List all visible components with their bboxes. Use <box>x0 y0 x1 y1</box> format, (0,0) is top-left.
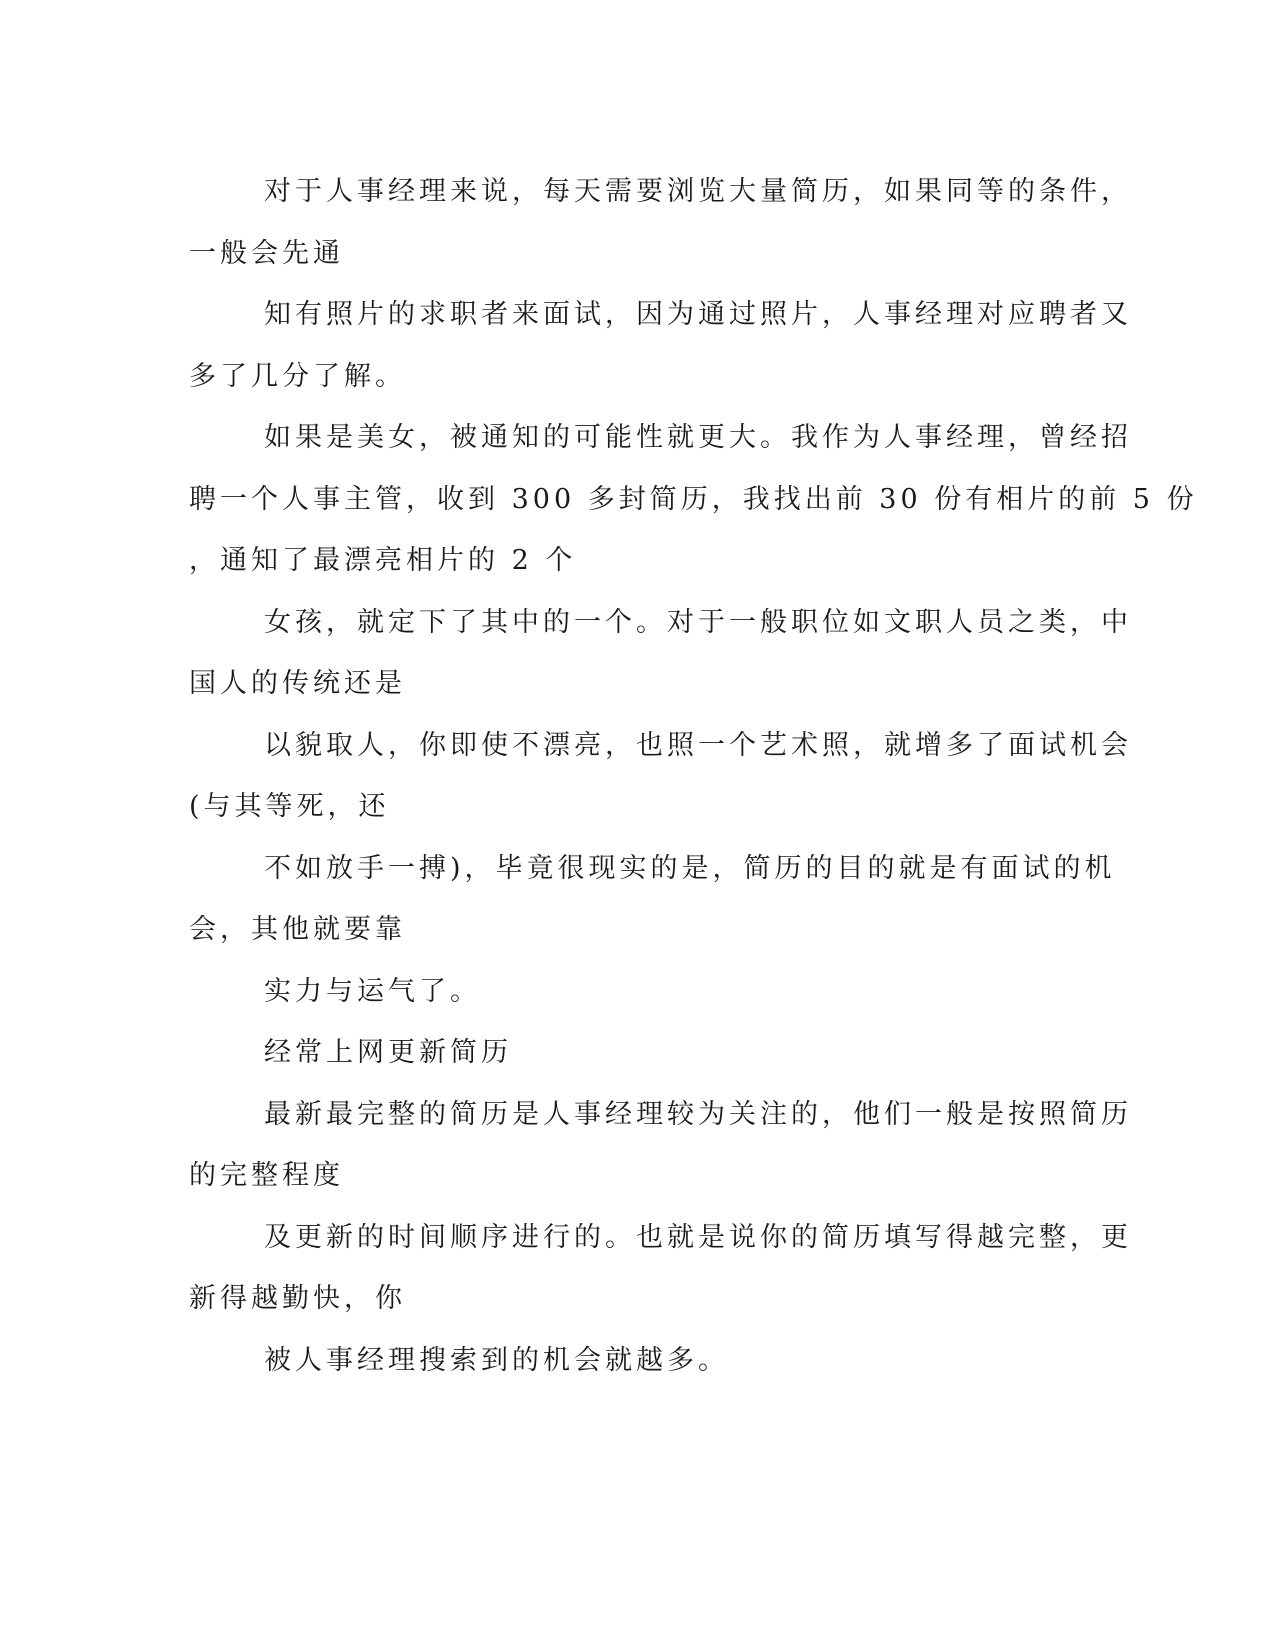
document-body <box>189 161 1198 1391</box>
paragraph <box>189 161 1132 284</box>
text-line: 实力与运气了。 <box>264 975 481 1007</box>
text-line: 及更新的时间顺序进行的。也就是说你的简历填写得越完整，更 <box>264 1221 1132 1253</box>
paragraph <box>189 838 1116 961</box>
text-line: 最新最完整的简历是人事经理较为关注的，他们一般是按照简历 <box>264 1098 1132 1130</box>
text-line: 女孩，就定下了其中的一个。对于一般职位如文职人员之类，中 <box>264 606 1132 638</box>
paragraph <box>189 592 1132 715</box>
text-line: 多了几分了解。 <box>189 360 406 392</box>
text-line: 以貌取人，你即使不漂亮，也照一个艺术照，就增多了面试机会 <box>264 729 1132 761</box>
text-line: 被人事经理搜索到的机会就越多。 <box>264 1344 729 1376</box>
text-line: 经常上网更新简历 <box>264 1037 512 1068</box>
paragraph <box>189 1330 1089 1392</box>
paragraph <box>189 407 1198 592</box>
paragraph <box>189 961 1089 1023</box>
text-line: 对于人事经理来说，每天需要浏览大量简历，如果同等的条件， <box>264 176 1132 207</box>
text-line: 一般会先通 <box>189 237 344 269</box>
text-line: 不如放手一搏)，毕竟很现实的是，简历的目的就是有面试的机 <box>264 852 1116 884</box>
paragraph <box>189 1207 1132 1330</box>
paragraph <box>189 284 1132 407</box>
text-line: (与其等死，还 <box>189 791 390 822</box>
paragraph <box>189 715 1132 838</box>
text-line: 聘一个人事主管，收到 300 多封简历，我找出前 30 份有相片的前 5 份 <box>189 483 1198 515</box>
text-line: 的完整程度 <box>189 1160 344 1191</box>
text-line: 新得越勤快，你 <box>189 1283 406 1314</box>
text-line: 知有照片的求职者来面试，因为通过照片，人事经理对应聘者又 <box>264 299 1132 330</box>
text-line: ，通知了最漂亮相片的 2 个 <box>189 545 577 576</box>
text-line: 会，其他就要靠 <box>189 914 406 945</box>
paragraph <box>189 1084 1132 1207</box>
text-line: 国人的传统还是 <box>189 668 406 699</box>
text-line: 如果是美女，被通知的可能性就更大。我作为人事经理，曾经招 <box>264 422 1132 453</box>
section-heading <box>189 1022 1089 1084</box>
